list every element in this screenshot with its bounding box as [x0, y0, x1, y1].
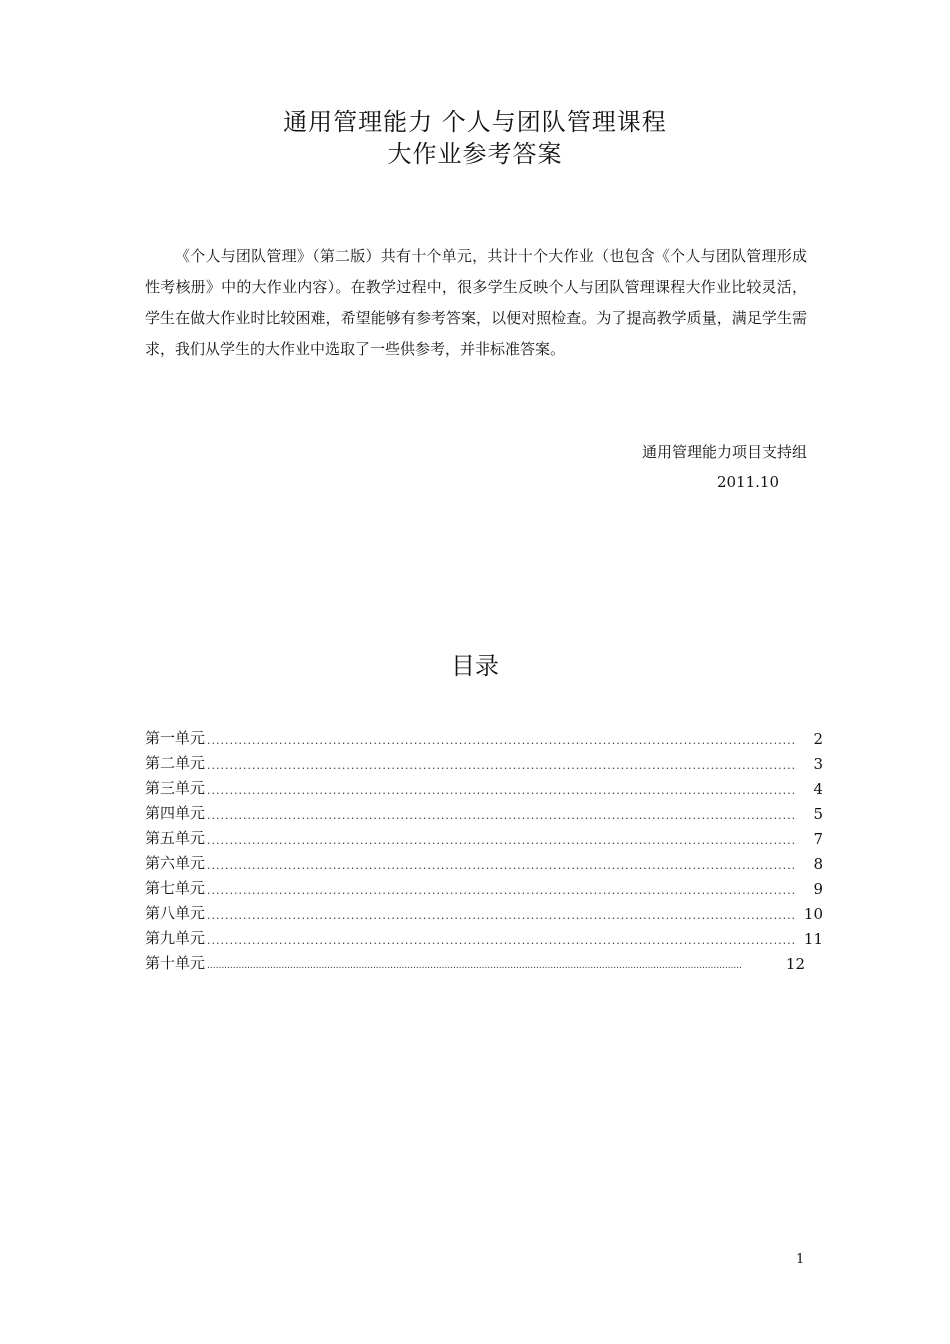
- toc-leader: [207, 809, 797, 823]
- title-line-1: 通用管理能力 个人与团队管理课程: [283, 108, 667, 136]
- toc-entry[interactable]: [145, 748, 823, 773]
- toc-leader: [207, 834, 797, 848]
- toc-leader: [207, 934, 797, 948]
- toc-entry[interactable]: [145, 798, 823, 823]
- table-of-contents: [145, 723, 823, 973]
- toc-entry-label: 第七单元: [145, 879, 206, 897]
- toc-entry[interactable]: [145, 773, 823, 798]
- signature-date: 2011.10: [716, 473, 779, 491]
- toc-entry[interactable]: [145, 948, 805, 973]
- document-title: [0, 106, 950, 170]
- intro-paragraph: 《个人与团队管理》（第二版）共有十个单元，共计十个大作业（也包含《个人与团队管理形成性考核册》中的大作业内容）。在教学过程中，很多学生反映个人与团队管理课程大作业比较灵活，学生在做大作业时比较困难，希望能够有参考答案，以便对照检查。为了提高教学质量，满足学生需求，我们从学生的大作业中选取了一些供参考，并非标准答案。: [145, 247, 807, 358]
- toc-entry-label: 第四单元: [145, 804, 206, 822]
- toc-entry[interactable]: [145, 723, 823, 748]
- toc-entry-page: 10: [803, 905, 823, 923]
- toc-leader: [207, 884, 797, 898]
- toc-entry-page: 11: [803, 930, 823, 948]
- toc-leader: [207, 959, 741, 973]
- toc-leader: [207, 734, 797, 748]
- toc-entry-page: 8: [813, 855, 823, 873]
- toc-leader: [207, 909, 797, 923]
- toc-heading: 目录: [451, 652, 499, 680]
- toc-entry-label: 第三单元: [145, 779, 206, 797]
- toc-entry[interactable]: [145, 923, 823, 948]
- toc-leader: [207, 784, 797, 798]
- toc-entry[interactable]: [145, 873, 823, 898]
- toc-leader: [207, 859, 797, 873]
- toc-entry[interactable]: [145, 823, 823, 848]
- toc-entry-page: 12: [785, 955, 805, 973]
- toc-entry-label: 第一单元: [145, 729, 206, 747]
- toc-entry-page: 9: [813, 880, 823, 898]
- signature-org: 通用管理能力项目支持组: [641, 443, 807, 461]
- toc-entry[interactable]: [145, 848, 823, 873]
- toc-entry-page: 2: [813, 730, 823, 748]
- toc-entry-page: 4: [813, 780, 823, 798]
- page-number: 1: [796, 1252, 805, 1267]
- toc-entry-label: 第九单元: [145, 929, 206, 947]
- toc-entry-label: 第六单元: [145, 854, 206, 872]
- toc-entry-page: 7: [813, 830, 823, 848]
- title-line-2: 大作业参考答案: [387, 140, 563, 168]
- toc-entry-label: 第十单元: [145, 954, 206, 972]
- signature-block: [642, 437, 807, 497]
- toc-entry-page: 3: [813, 755, 823, 773]
- toc-entry-label: 第二单元: [145, 754, 206, 772]
- toc-leader: [207, 759, 797, 773]
- toc-entry[interactable]: [145, 898, 823, 923]
- toc-entry-page: 5: [813, 805, 823, 823]
- toc-entry-label: 第八单元: [145, 904, 206, 922]
- toc-entry-label: 第五单元: [145, 829, 206, 847]
